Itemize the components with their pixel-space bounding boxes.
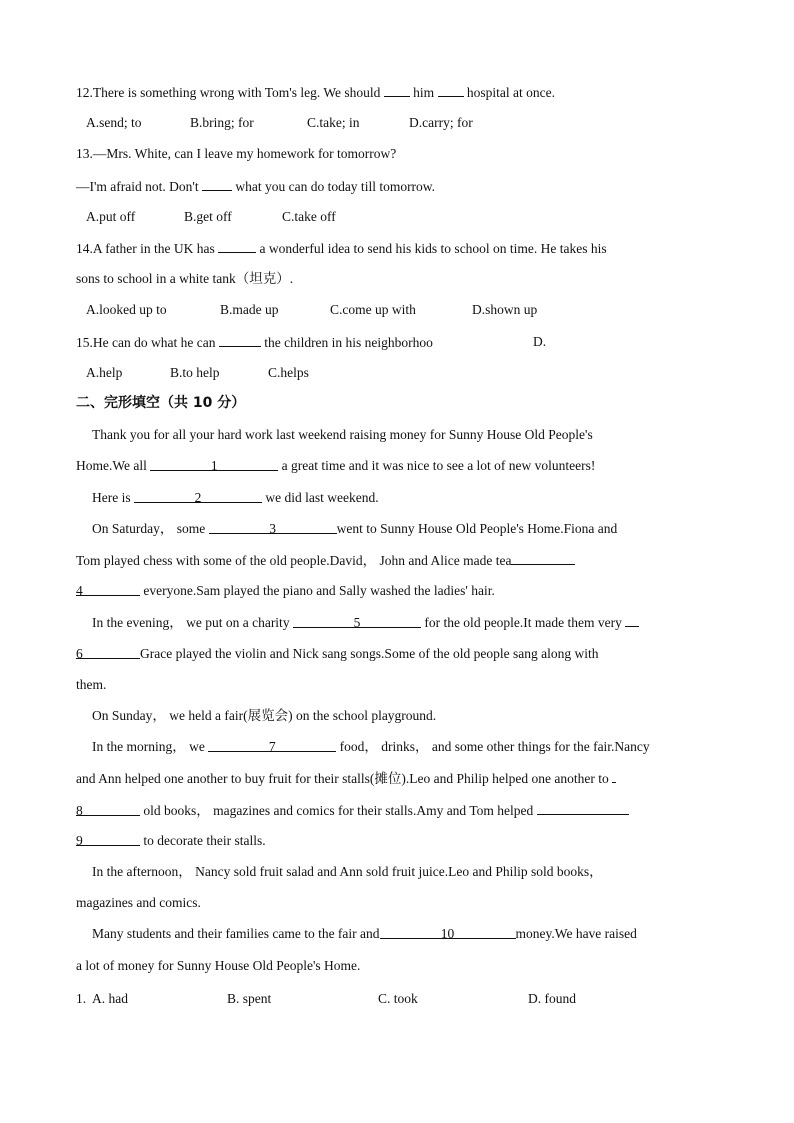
cloze-blank-8: 8 — [76, 801, 140, 816]
passage-line: Thank you for all your hard work last weekend raising money for Sunny House Old People's — [92, 427, 593, 442]
option-b: B.made up — [220, 302, 279, 317]
option-a: A.put off — [86, 209, 136, 224]
answer-blank — [511, 550, 575, 565]
answer-blank — [438, 82, 464, 97]
option-a: A.send; to — [86, 115, 142, 130]
question-13-reply: —I'm afraid not. Don't what you can do today till tomorrow. — [76, 176, 435, 197]
passage-line: 8 old books， magazines and comics for their stalls.Amy and Tom helped — [76, 800, 629, 821]
question-14-stem-cont: sons to school in a white tank（坦克）. — [76, 271, 294, 286]
cloze-blank-10: 10 — [380, 924, 516, 939]
passage-line: magazines and comics. — [76, 895, 201, 910]
passage-line: Tom played chess with some of the old people.David， John and Alice made tea — [76, 550, 575, 571]
answer-blank — [384, 82, 410, 97]
answer-blank — [612, 768, 616, 783]
cloze-blank-9: 9 — [76, 831, 140, 846]
cloze-blank-3: 3 — [209, 519, 337, 534]
option-b: B.bring; for — [190, 115, 254, 130]
cloze-question-number: 1. — [76, 991, 87, 1006]
cloze-blank-5: 5 — [293, 613, 421, 628]
answer-blank — [202, 176, 232, 191]
option-a: A.help — [86, 365, 123, 380]
option-b: B. spent — [227, 991, 272, 1006]
option-c: C. took — [378, 991, 418, 1006]
passage-line: In the morning， we 7 food， drinks， and some other things for the fair.Nancy — [92, 739, 650, 754]
option-c: C.take; in — [307, 115, 360, 130]
passage-line: Many students and their families came to the fair and 10 money.We have raised — [92, 926, 637, 941]
answer-blank — [219, 332, 261, 347]
option-b: B.to help — [170, 365, 220, 380]
question-15-tail: D. — [533, 334, 547, 349]
passage-line: and Ann helped one another to buy fruit for their stalls(摊位).Leo and Philip helped one another to — [76, 768, 616, 789]
cloze-blank-2: 2 — [134, 488, 262, 503]
answer-blank — [537, 800, 629, 815]
passage-line: 4 everyone.Sam played the piano and Sally washed the ladies' hair. — [76, 583, 495, 598]
answer-blank — [218, 238, 256, 253]
passage-line: In the afternoon， Nancy sold fruit salad and Ann sold fruit juice.Leo and Philip sold books， — [92, 864, 603, 879]
passage-line: them. — [76, 677, 107, 692]
option-c: C.take off — [282, 209, 336, 224]
option-d: D.shown up — [472, 302, 538, 317]
option-c: C.come up with — [330, 302, 416, 317]
cloze-blank-4: 4 — [76, 581, 140, 596]
question-12-stem: 12.There is something wrong with Tom's leg. We should him hospital at once. — [76, 82, 555, 103]
passage-line: On Saturday， some 3 went to Sunny House Old People's Home.Fiona and — [92, 521, 618, 536]
passage-line: a lot of money for Sunny House Old People's Home. — [76, 958, 361, 973]
option-d: D.carry; for — [409, 115, 473, 130]
option-c: C.helps — [268, 365, 309, 380]
answer-blank — [625, 612, 639, 627]
passage-line: Here is 2 we did last weekend. — [92, 490, 379, 505]
section-title: 二、完形填空（共 10 分） — [76, 395, 246, 411]
question-15-stem: 15.He can do what he can the children in his neighborhoo — [76, 332, 433, 353]
option-a: A. had — [92, 991, 128, 1006]
passage-line: On Sunday， we held a fair(展览会) on the school playground. — [92, 708, 437, 723]
option-a: A.looked up to — [86, 302, 167, 317]
question-14-stem: 14.A father in the UK has a wonderful idea to send his kids to school on time. He takes his — [76, 238, 607, 259]
option-d: D. found — [528, 991, 576, 1006]
question-13-stem: 13.—Mrs. White, can I leave my homework for tomorrow? — [76, 146, 397, 161]
passage-line: 6 Grace played the violin and Nick sang songs.Some of the old people sang along with — [76, 646, 599, 661]
cloze-blank-7: 7 — [208, 737, 336, 752]
passage-line: 9 to decorate their stalls. — [76, 833, 266, 848]
cloze-blank-6: 6 — [76, 644, 140, 659]
option-b: B.get off — [184, 209, 232, 224]
passage-line: Home.We all 1 a great time and it was nice to see a lot of new volunteers! — [76, 458, 596, 473]
cloze-blank-1: 1 — [150, 456, 278, 471]
passage-line: In the evening， we put on a charity 5 for the old people.It made them very — [92, 612, 639, 633]
